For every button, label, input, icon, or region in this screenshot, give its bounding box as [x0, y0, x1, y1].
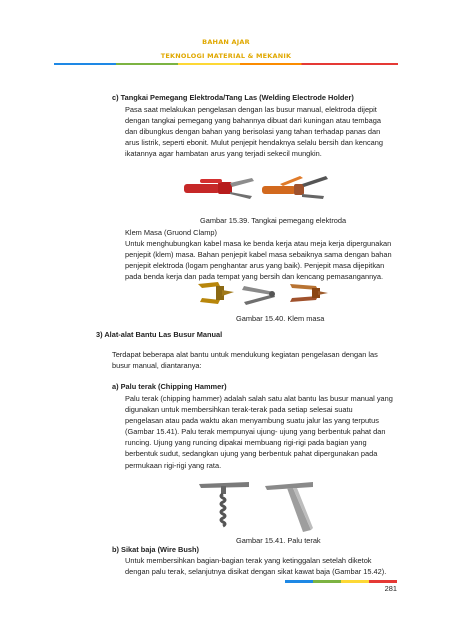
chipping-hammer-image: [195, 476, 335, 534]
klem-line: penjepit elektroda (logam penghantar arus yang baik). Penjepit masa dijepitkan: [125, 261, 385, 271]
section-a-line: Palu terak (chipping hammer) adalah salah satu alat bantu las busur manual yang: [125, 394, 393, 403]
steel-handle-chipping-hammer: [265, 482, 313, 532]
section-3-title: 3) Alat-alat Bantu Las Busur Manual: [96, 330, 223, 339]
section-a-title: a) Palu terak (Chipping Hammer): [112, 382, 227, 391]
figure-caption-15-40: Gambar 15.40. Klem masa: [236, 314, 325, 323]
header-divider: [54, 63, 398, 65]
footer-divider: [285, 580, 397, 583]
electrode-holder-image: [180, 170, 330, 206]
klem-line: penjepit (klem) masa. Bahan penjepit kabel masa sebaiknya sama dengan bahan: [125, 250, 392, 260]
steel-ground-clamp: [242, 286, 275, 305]
section-3-body: [112, 349, 399, 371]
red-electrode-holder: [184, 178, 254, 199]
klem-title: Klem Masa (Gruond Clamp): [125, 228, 218, 237]
section-b-line: Untuk membersihkan bagian-bagian terak yang ketinggalan setelah diketok: [125, 556, 372, 565]
section-c-line: ikatannya agar hambatan arus yang terjadi sekecil mungkin.: [125, 149, 322, 159]
section-a-line: (Gambar 15.41). Palu terak mempunyai ujung- ujung yang berbentuk pahat dan: [125, 427, 386, 437]
klem-line: Untuk menghubungkan kabel masa ke benda kerja atau meja kerja dipergunakan: [125, 239, 392, 248]
figure-caption-15-41: Gambar 15.41. Palu terak: [236, 536, 321, 545]
section-a-line: permukaan rigi-rigi yang rata.: [125, 460, 222, 470]
section-3-line: busur manual, diantaranya:: [112, 361, 202, 371]
brass-ground-clamp: [198, 282, 234, 304]
klem-line: pada benda kerja dan pada tempat yang bersih dan kencang pemasangannya.: [125, 272, 384, 282]
section-c-line: dan dibungkus dengan bahan yang berisolasi yang tahan terhadap panas dan: [125, 127, 381, 137]
orange-electrode-holder: [262, 176, 328, 199]
ground-clamp-image: [192, 276, 332, 310]
section-b-line: dengan palu terak, selanjutnya disikat dengan sikat kawat baja (Gambar 15.42).: [125, 567, 387, 577]
section-c-title: c) Tangkai Pemegang Elektroda/Tang Las (Welding Electrode Holder): [112, 93, 354, 102]
section-c-line: Pasa saat melakukan pengelasan dengan las busur manual, elektroda dijepit: [125, 105, 377, 114]
header-title: BAHAN AJAR: [202, 38, 250, 46]
copper-ground-clamp: [290, 284, 328, 302]
section-b-title: b) Sikat baja (Wire Bush): [112, 545, 199, 554]
section-3-line: Terdapat beberapa alat bantu untuk mendukung kegiatan pengelasan dengan las: [112, 350, 378, 359]
section-c-line: arus listrik, seperti ebonit. Mulut penjepit hendaknya selalu bersih dan kencang: [125, 138, 384, 148]
section-c-body: [125, 104, 399, 159]
page-number: 281: [384, 584, 397, 593]
section-a-line: runcing. Ujung yang runcing dipakai membuang rigi-rigi pada bagian yang: [125, 438, 367, 448]
section-b-body: [125, 555, 399, 577]
spring-handle-chipping-hammer: [199, 482, 249, 526]
section-a-line: digunakan untuk membersihkan terak-terak pada setiap selesai suatu: [125, 405, 353, 415]
section-c-line: dengan tangkai pemegang yang bahannya dibuat dari kuningan atau tembaga: [125, 116, 382, 126]
section-a-line: pengelasan atau pada waktu akan menyambung suatu jalur las yang terputus: [125, 416, 379, 426]
section-a-line: berbentuk sudut, sedangkan ujung yang berbentuk pahat dipergunakan pada: [125, 449, 378, 459]
figure-caption-15-39: Gambar 15.39. Tangkai pemegang elektroda: [200, 216, 347, 225]
header-subtitle: TEKNOLOGI MATERIAL & MEKANIK: [160, 52, 292, 60]
section-a-body: [125, 393, 399, 471]
